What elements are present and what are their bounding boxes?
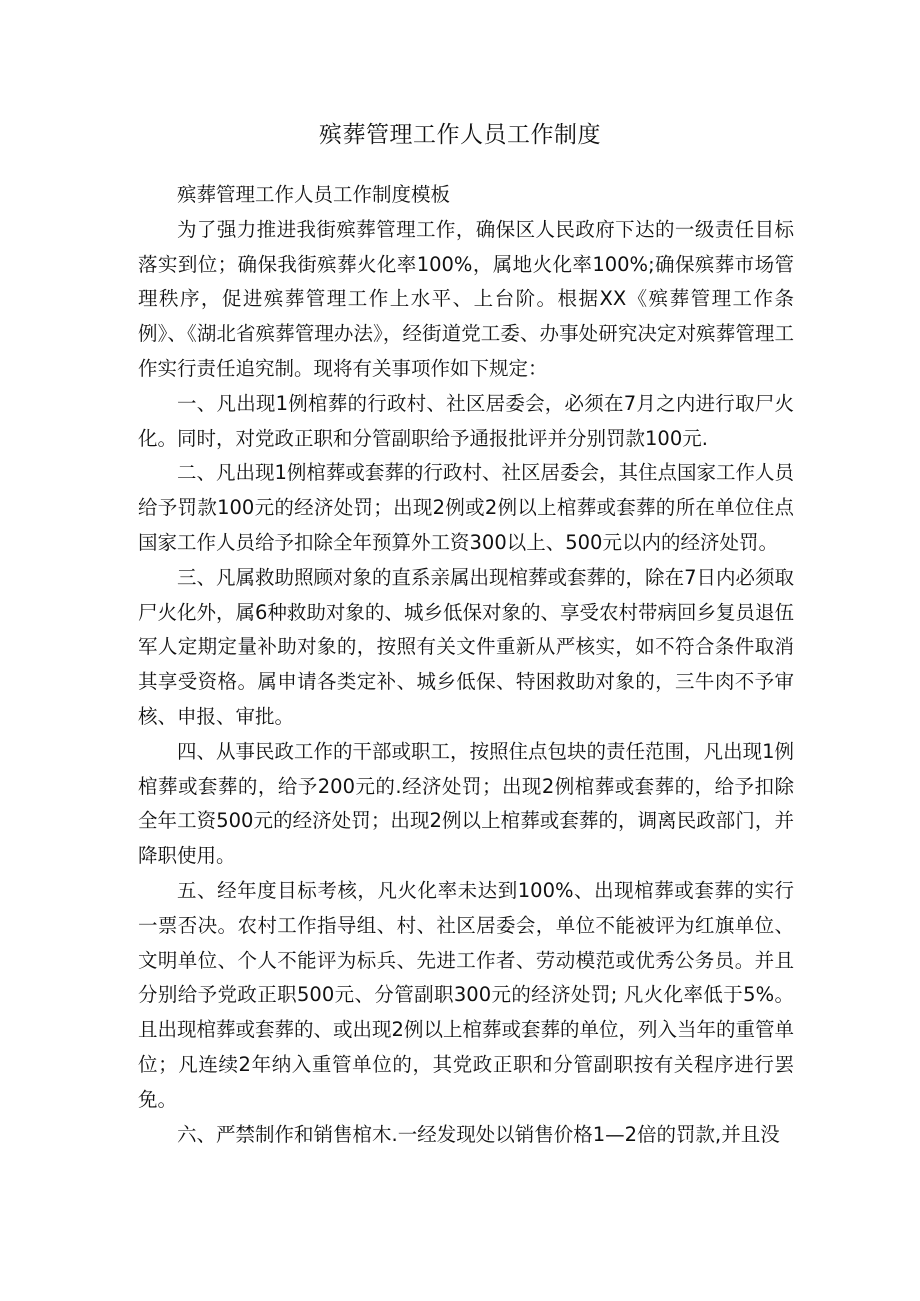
paragraph-rule-4: 四、从事民政工作的干部或职工，按照住点包块的责任范围，凡出现1例棺葬或套葬的，给予200元的.经济处罚；出现2例棺葬或套葬的，给予扣除全年工资500元的经济处罚；出现2例以上棺葬或套葬的，调离民政部门，并降职使用。 <box>138 739 794 868</box>
document-body <box>138 178 794 1152</box>
paragraph-rule-5: 五、经年度目标考核，凡火化率未达到100%、出现棺葬或套葬的实行一票否决。农村工作指导组、村、社区居委会，单位不能被评为红旗单位、文明单位、个人不能评为标兵、先进工作者、劳动模范或优秀公务员。并且分别给予党政正职500元、分管副职300元的经济处罚; 凡火化率低于5%。且出现棺葬或套葬的、或出现2例以上棺葬或套葬的单位，列入当年的重管单位；凡连续2年纳入重管单位的，其党政正职和分管副职按有关程序进行罢免。 <box>138 878 794 1111</box>
document-title: 殡葬管理工作人员工作制度 <box>319 122 601 148</box>
paragraph-rule-1: 一、凡出现1例棺葬的行政村、社区居委会，必须在7月之内进行取尸火化。同时，对党政正职和分管副职给予通报批评并分别罚款100元. <box>138 391 794 450</box>
paragraph-rule-2: 二、凡出现1例棺葬或套葬的行政村、社区居委会，其住点国家工作人员给予罚款100元的经济处罚；出现2例或2例以上棺葬或套葬的所在单位住点国家工作人员给予扣除全年预算外工资300以上、500元以内的经济处罚。 <box>138 461 794 554</box>
paragraph-intro: 为了强力推进我街殡葬管理工作，确保区人民政府下达的一级责任目标落实到位；确保我街殡葬火化率100%，属地火化率100%;确保殡葬市场管理秩序，促进殡葬管理工作上水平、上台阶。根据XX《殡葬管理工作条例》、《湖北省殡葬管理办法》，经街道党工委、办事处研究决定对殡葬管理工作实行责任追究制。现将有关事项作如下规定： <box>138 217 794 380</box>
paragraph-rule-3: 三、凡属救助照顾对象的直系亲属出现棺葬或套葬的，除在7日内必须取尸火化外，属6种救助对象的、城乡低保对象的、享受农村带病回乡复员退伍军人定期定量补助对象的，按照有关文件重新从严核实，如不符合条件取消其享受资格。属申请各类定补、城乡低保、特困救助对象的，三牛肉不予审核、申报、审批。 <box>138 565 794 728</box>
document-subtitle: 殡葬管理工作人员工作制度模板 <box>177 183 451 206</box>
paragraph-rule-6: 六、严禁制作和销售棺木.一经发现处以销售价格1—2倍的罚款,并且没 <box>177 1122 780 1146</box>
